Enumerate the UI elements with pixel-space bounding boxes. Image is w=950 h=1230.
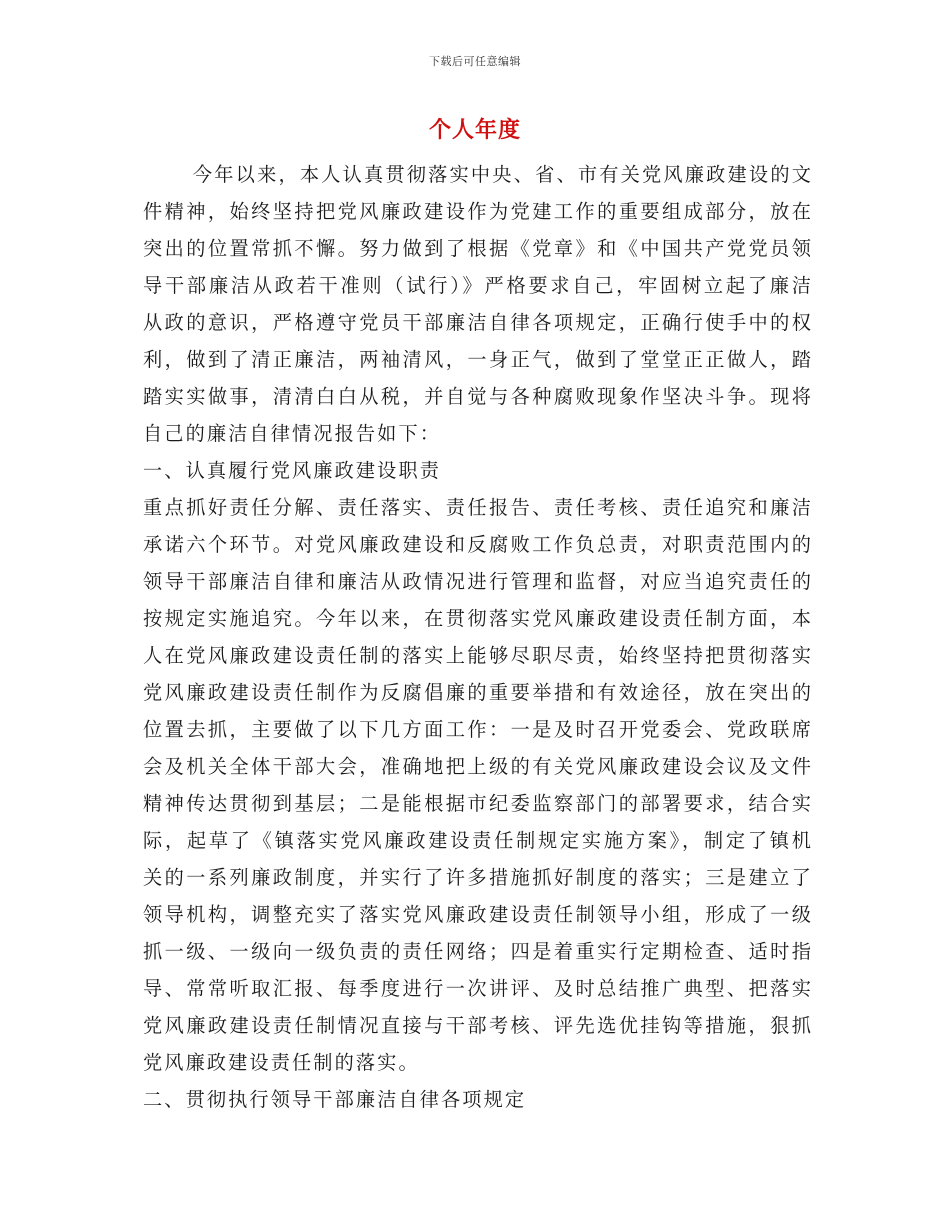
section-heading-1: 一、认真履行党风廉政建设职责 xyxy=(143,459,442,482)
section-heading-2: 二、贯彻执行领导干部廉洁自律各项规定 xyxy=(143,1088,527,1111)
header-note: 下载后可任意编辑 xyxy=(429,55,521,68)
intro-paragraph: 今年以来，本人认真贯彻落实中央、省、市有关党风廉政建设的文件精神，始终坚持把党风廉政建设作为党建工作的重要组成部分，放在突出的位置常抓不懈。努力做到了根据《党章》和《中国共产党党员领导干部廉洁从政若干准则（试行）》严格要求自己，牢固树立起了廉洁从政的意识，严格遵守党员干部廉洁自律各项规定，正确行使手中的权利，做到了清正廉洁，两袖清风，一身正气，做到了堂堂正正做人，踏踏实实做事，清清白白从税，并自觉与各种腐败现象作坚决斗争。现将自己的廉洁自律情况报告如下： xyxy=(143,163,813,445)
section-1-paragraph: 重点抓好责任分解、责任落实、责任报告、责任考核、责任追究和廉洁承诺六个环节。对党风廉政建设和反腐败工作负总责，对职责范围内的领导干部廉洁自律和廉洁从政情况进行管理和监督，对应当追究责任的按规定实施追究。今年以来，在贯彻落实党风廉政建设责任制方面，本人在党风廉政建设责任制的落实上能够尽职尽责，始终坚持把贯彻落实党风廉政建设责任制作为反腐倡廉的重要举措和有效途径，放在突出的位置去抓，主要做了以下几方面工作：一是及时召开党委会、党政联席会及机关全体干部大会，准确地把上级的有关党风廉政建设会议及文件精神传达贯彻到基层；二是能根据市纪委监察部门的部署要求，结合实际，起草了《镇落实党风廉政建设责任制规定实施方案》，制定了镇机关的一系列廉政制度，并实行了许多措施抓好制度的落实；三是建立了领导机构，调整充实了落实党风廉政建设责任制领导小组，形成了一级抓一级、一级向一级负责的责任网络；四是着重实行定期检查、适时指导、常常听取汇报、每季度进行一次讲评、及时总结推广典型、把落实党风廉政建设责任制情况直接与干部考核、评先选优挂钩等措施，狠抓党风廉政建设责任制的落实。 xyxy=(143,496,813,1074)
document-title: 个人年度 xyxy=(428,117,521,143)
document-body xyxy=(143,156,813,1118)
